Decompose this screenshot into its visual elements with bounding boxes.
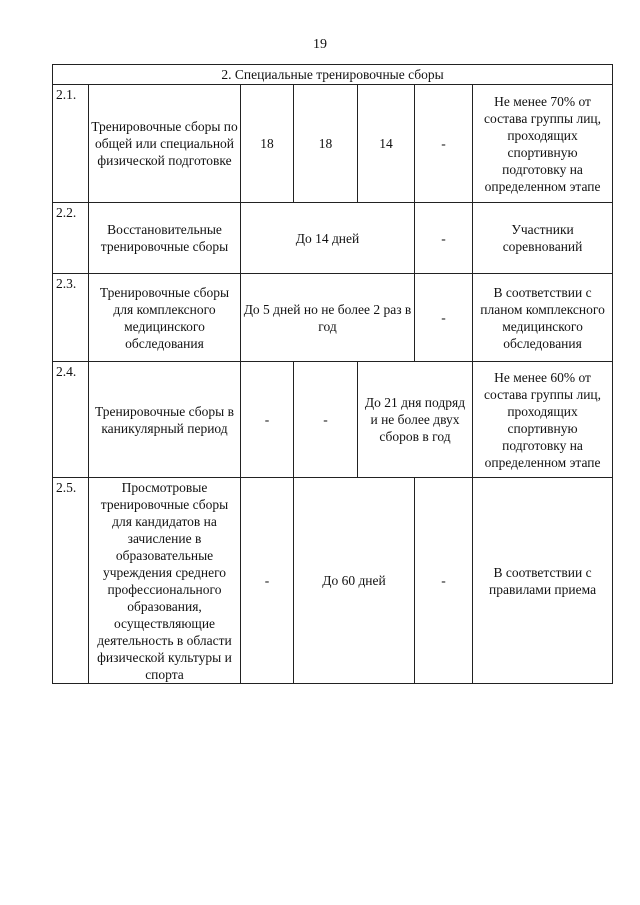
row-value: 14 (358, 85, 415, 203)
row-merged-value: До 60 дней (294, 478, 415, 684)
row-note: В соответствии с планом комплексного медицинского обследования (473, 274, 613, 362)
row-dash: - (415, 85, 473, 203)
row-dash: - (415, 203, 473, 274)
row-name: Тренировочные сборы для комплексного медицинского обследования (89, 274, 241, 362)
row-name: Просмотровые тренировочные сборы для кандидатов на зачисление в образовательные учреждения среднего профессионального образования, осуществляющие деятельность в области физической культуры и спорта (89, 478, 241, 684)
row-merged-value: До 21 дня подряд и не более двух сборов в год (358, 362, 473, 478)
table-row (53, 274, 613, 362)
row-dash: - (241, 362, 294, 478)
table-row (53, 85, 613, 203)
row-note: Не менее 60% от состава группы лиц, проходящих спортивную подготовку на определенном этапе (473, 362, 613, 478)
section-title: 2. Специальные тренировочные сборы (53, 65, 613, 85)
row-number: 2.4. (53, 362, 89, 478)
row-note: В соответствии с правилами приема (473, 478, 613, 684)
table-row (53, 478, 613, 684)
row-value: 18 (241, 85, 294, 203)
section-header-row (53, 65, 613, 85)
row-dash: - (241, 478, 294, 684)
table-row (53, 362, 613, 478)
row-value: 18 (294, 85, 358, 203)
row-name: Тренировочные сборы по общей или специальной физической подготовке (89, 85, 241, 203)
row-name: Восстановительные тренировочные сборы (89, 203, 241, 274)
row-number: 2.1. (53, 85, 89, 203)
row-number: 2.3. (53, 274, 89, 362)
row-note: Не менее 70% от состава группы лиц, проходящих спортивную подготовку на определенном этапе (473, 85, 613, 203)
row-merged-value: До 14 дней (241, 203, 415, 274)
row-number: 2.5. (53, 478, 89, 684)
row-dash: - (294, 362, 358, 478)
row-name: Тренировочные сборы в каникулярный период (89, 362, 241, 478)
training-camps-table (52, 64, 613, 684)
table-row (53, 203, 613, 274)
row-note: Участники соревнований (473, 203, 613, 274)
row-number: 2.2. (53, 203, 89, 274)
row-merged-value: До 5 дней но не более 2 раз в год (241, 274, 415, 362)
row-dash: - (415, 478, 473, 684)
page-number: 19 (313, 37, 327, 52)
row-dash: - (415, 274, 473, 362)
